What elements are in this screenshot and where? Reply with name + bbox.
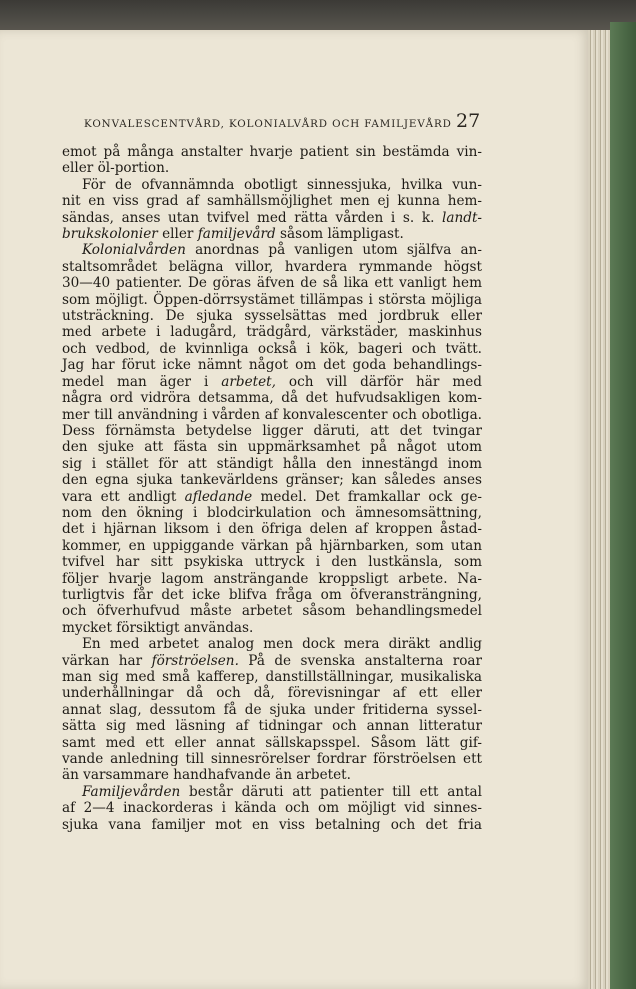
text-line [62, 292, 482, 308]
text-line [62, 800, 482, 816]
text-segment: mer till användning i vården af konvalescenter och obotliga. [62, 406, 482, 423]
text-line [62, 784, 482, 800]
text-segment: den egna sjuka tankevärldens gränser; kan således anses [62, 472, 482, 489]
text-line [62, 193, 482, 209]
text-line [62, 653, 482, 669]
italic-term: Kolonialvården [82, 242, 186, 259]
text-line [62, 603, 482, 619]
text-segment: annat slag, dessutom få de sjuka under fritiderna syssel- [62, 701, 482, 718]
text-line [62, 374, 482, 390]
text-segment: än varsammare handhafvande än arbetet. [62, 767, 351, 784]
text-line [62, 308, 482, 324]
running-head: KONVALESCENTVÅRD, KOLONIALVÅRD OCH FAMILJEVÅRD [84, 118, 452, 130]
text-segment: man sig med små kafferep, danstillställningar, musikaliska [62, 669, 482, 685]
text-segment: nit en viss grad af samhällsmöjlighet men ej kunna hem- [62, 193, 482, 210]
text-segment: mycket försiktigt användas. [62, 619, 254, 636]
text-line [62, 341, 482, 357]
text-line [62, 357, 482, 373]
text-line [62, 751, 482, 767]
italic-term: brukskolonier [62, 226, 158, 243]
text-segment: och vill därför här med [275, 373, 482, 390]
text-line [62, 554, 482, 570]
text-line [62, 324, 482, 340]
text-segment: med arbete i ladugård, trädgård, värkstäder, maskinhus [62, 324, 482, 341]
text-line [62, 587, 482, 603]
text-line [62, 439, 482, 455]
text-segment: kommer, en uppiggande värkan på hjärnbarken, som utan [62, 537, 482, 554]
text-segment: som möjligt. Öppen-dörrsystämet tillämpas i största möjliga [62, 291, 482, 308]
text-segment: består däruti att patienter till ett antal [180, 783, 482, 800]
italic-term: landt- [442, 209, 482, 226]
text-segment: eller öl-portion. [62, 160, 170, 177]
page-header [84, 110, 484, 134]
text-line [62, 472, 482, 488]
text-segment: af 2—4 inackorderas i kända och om möjligt vid sinnes- [62, 800, 482, 817]
text-segment: På de svenska anstalterna roar [238, 652, 482, 669]
text-segment: medel. Det framkallar ock ge- [252, 488, 482, 505]
text-line [62, 259, 482, 275]
text-line [62, 636, 482, 652]
text-segment: Dess förnämsta betydelse ligger däruti, att det tvingar [62, 422, 482, 439]
text-line [62, 210, 482, 226]
text-line [62, 620, 482, 636]
text-line [62, 160, 482, 176]
text-segment: följer hvarje lagom ansträngande kroppsligt arbete. Na- [62, 570, 482, 587]
text-line [62, 242, 482, 258]
text-segment: 30—40 patienter. De göras äfven de så lika ett vanligt hem [62, 275, 482, 292]
text-line [62, 685, 482, 701]
text-line [62, 390, 482, 406]
text-line [62, 702, 482, 718]
text-segment: sändas, anses utan tvifvel med rätta vården i s. k. [62, 209, 443, 226]
text-line [62, 505, 482, 521]
text-line [62, 275, 482, 291]
text-line [62, 423, 482, 439]
text-segment: sig i stället för att ständigt hålla den innestängd inom [62, 455, 482, 472]
text-line [62, 718, 482, 734]
text-segment: vara ett andligt [62, 488, 185, 505]
text-segment: samt med ett eller annat sällskapsspel. Såsom lätt gif- [62, 734, 482, 751]
text-segment: underhållningar då och då, förevisningar af ett eller [62, 685, 482, 702]
italic-term: arbetet, [221, 373, 276, 390]
text-line [62, 538, 482, 554]
text-segment: turligtvis får det icke blifva fråga om öfveransträngning, [62, 586, 482, 603]
text-segment: och öfverhufvud måste arbetet såsom behandlingsmedel [62, 603, 482, 620]
text-line [62, 226, 482, 242]
text-segment: vande anledning till sinnesrörelser fordrar förströelsen ett [62, 751, 482, 768]
text-segment: tvifvel har sitt psykiska uttryck i den lustkänsla, som [62, 554, 482, 571]
text-segment: emot på många anstalter hvarje patient sin bestämda vin- [62, 144, 482, 160]
text-segment: sätta sig med läsning af tidningar och annan litteratur [62, 718, 482, 735]
text-line [62, 456, 482, 472]
text-segment: Jag har förut icke nämnt något om det goda behandlings- [62, 357, 482, 374]
text-line [62, 571, 482, 587]
text-segment: och vedbod, de kvinnliga också i kök, bageri och tvätt. [62, 340, 482, 357]
italic-term: familjevård [197, 226, 276, 243]
text-line [62, 735, 482, 751]
italic-term: afledande [184, 488, 253, 505]
text-segment: värkan har [62, 652, 152, 669]
text-segment: nom den ökning i blodcirkulation och ämnesomsättning, [62, 504, 482, 521]
page-number: 27 [456, 110, 481, 132]
text-segment: För de ofvannämnda obotligt sinnessjuka, hvilka vun- [82, 176, 482, 193]
text-segment: några ord vidröra detsamma, då det hufvudsakligen kom- [62, 390, 482, 407]
text-line [62, 144, 482, 160]
text-line [62, 407, 482, 423]
text-segment: den sjuke att fästa sin uppmärksamhet på något utom [62, 439, 482, 456]
text-segment: anordnas på vanligen utom själfva an- [185, 242, 482, 259]
text-segment: såsom lämpligast. [275, 226, 404, 243]
text-line [62, 669, 482, 685]
text-segment: sjuka vana familjer mot en viss betalning och det fria [62, 816, 482, 833]
text-line [62, 177, 482, 193]
text-line [62, 817, 482, 833]
text-segment: utsträckning. De sjuka sysselsättas med jordbruk eller [62, 308, 482, 325]
text-segment: det i hjärnan liksom i den öfriga delen af kroppen åstad- [62, 521, 482, 538]
text-segment: medel man äger i [62, 373, 222, 390]
page-edges [588, 30, 612, 989]
body-text [62, 144, 482, 833]
book-cover-edge [610, 22, 636, 989]
text-segment: staltsområdet belägna villor, hvardera rymmande högst [62, 258, 482, 275]
text-line [62, 767, 482, 783]
text-segment: En med arbetet analog men dock mera diräkt andlig [82, 636, 482, 653]
text-segment: eller [157, 226, 198, 243]
italic-term: Familjevården [82, 783, 181, 800]
italic-term: förströelsen. [151, 652, 239, 669]
text-line [62, 521, 482, 537]
text-line [62, 489, 482, 505]
